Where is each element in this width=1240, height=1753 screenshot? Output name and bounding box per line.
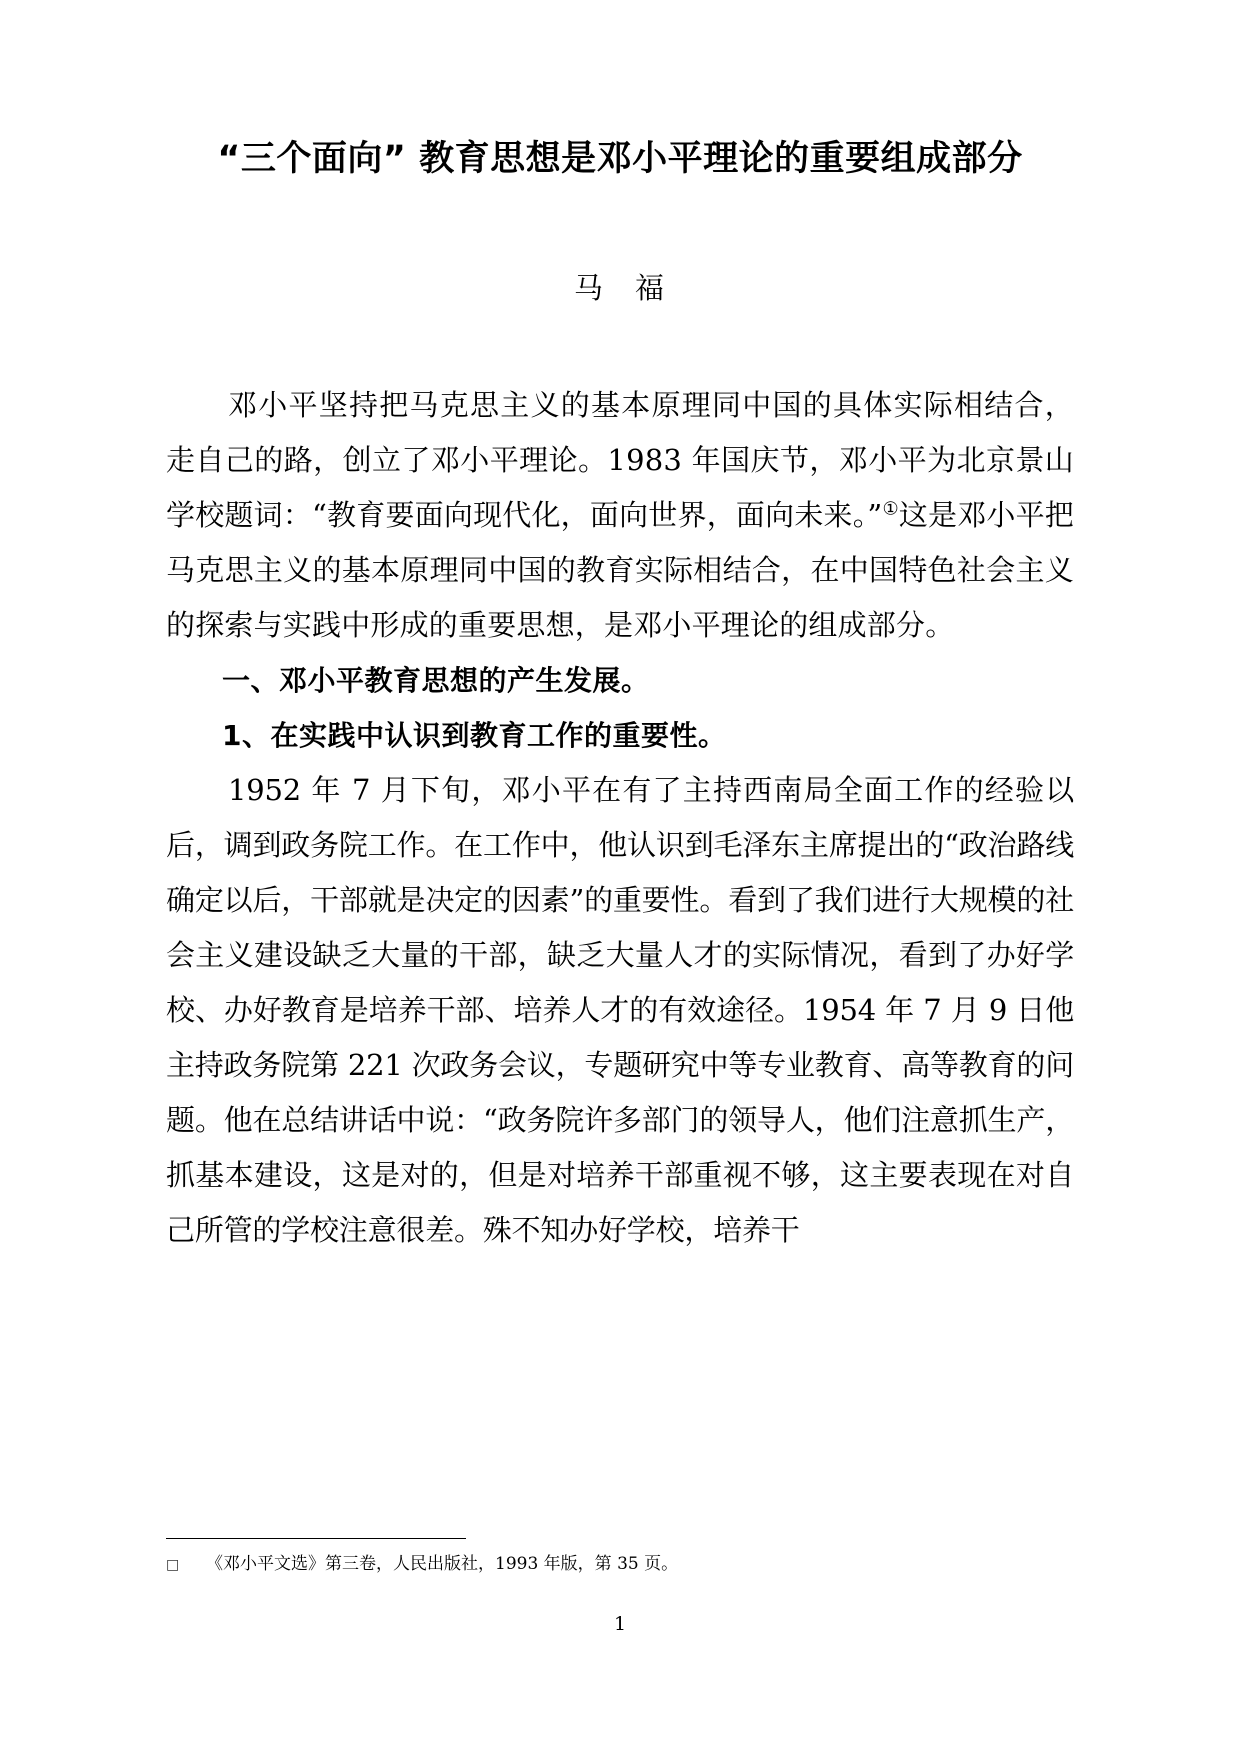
paragraph-1-text-a: 邓小平坚持把马克思主义的基本原理同中国的具体实际相结合，走自己的路，创立了邓小平理论。1983 年国庆节，邓小平为北京景山学校题词：“教育要面向现代化，面向世界，面向未来。”: [166, 388, 1074, 532]
page-title: “三个面向” 教育思想是邓小平理论的重要组成部分: [217, 139, 1023, 179]
section-heading-1: 一、邓小平教育思想的产生发展。: [222, 664, 650, 697]
footnote-separator-rule: [166, 1538, 466, 1539]
subsection-heading-1-1: 1、在实践中认识到教育工作的重要性。: [222, 719, 727, 752]
footnote-marker: □: [166, 1557, 180, 1573]
author-surname: 马: [573, 271, 605, 305]
footnote-entry: [166, 1551, 1074, 1578]
author-byline: [166, 190, 1074, 308]
page-content: [166, 0, 1074, 1258]
body-paragraph-2: 1952 年 7 月下旬，邓小平在有了主持西南局全面工作的经验以后，调到政务院工作。在工作中，他认识到毛泽东主席提出的“政治路线确定以后，干部就是决定的因素”的重要性。看到了我们进行大规模的社会主义建设缺乏大量的干部，缺乏大量人才的实际情况，看到了办好学校、办好教育是培养干部、培养人才的有效途径。1954 年 7 月 9 日他主持政务院第 221 次政务会议，专题研究中等专业教育、高等教育的问题。他在总结讲话中说：“政务院许多部门的领导人，他们注意抓生产，抓基本建设，这是对的，但是对培养干部重视不够，这主要表现在对自己所管的学校注意很差。殊不知办好学校，培养干: [166, 773, 1074, 1247]
footnote-area: [166, 1538, 1074, 1578]
footnote-reference-icon[interactable]: ①: [882, 498, 899, 520]
footnote-text: 《邓小平文选》第三卷，人民出版社，1993 年版，第 35 页。: [206, 1554, 679, 1574]
paragraph-1-text-b: 这是邓小平把马克思主义的基本原理同中国的教育实际相结合，在中国特色社会主义的探索与实践中形成的重要思想，是邓小平理论的组成部分。: [166, 498, 1075, 642]
page-number: 1: [613, 1613, 627, 1635]
body-paragraph-1: [166, 308, 1074, 653]
author-given-name: 福: [635, 271, 667, 305]
